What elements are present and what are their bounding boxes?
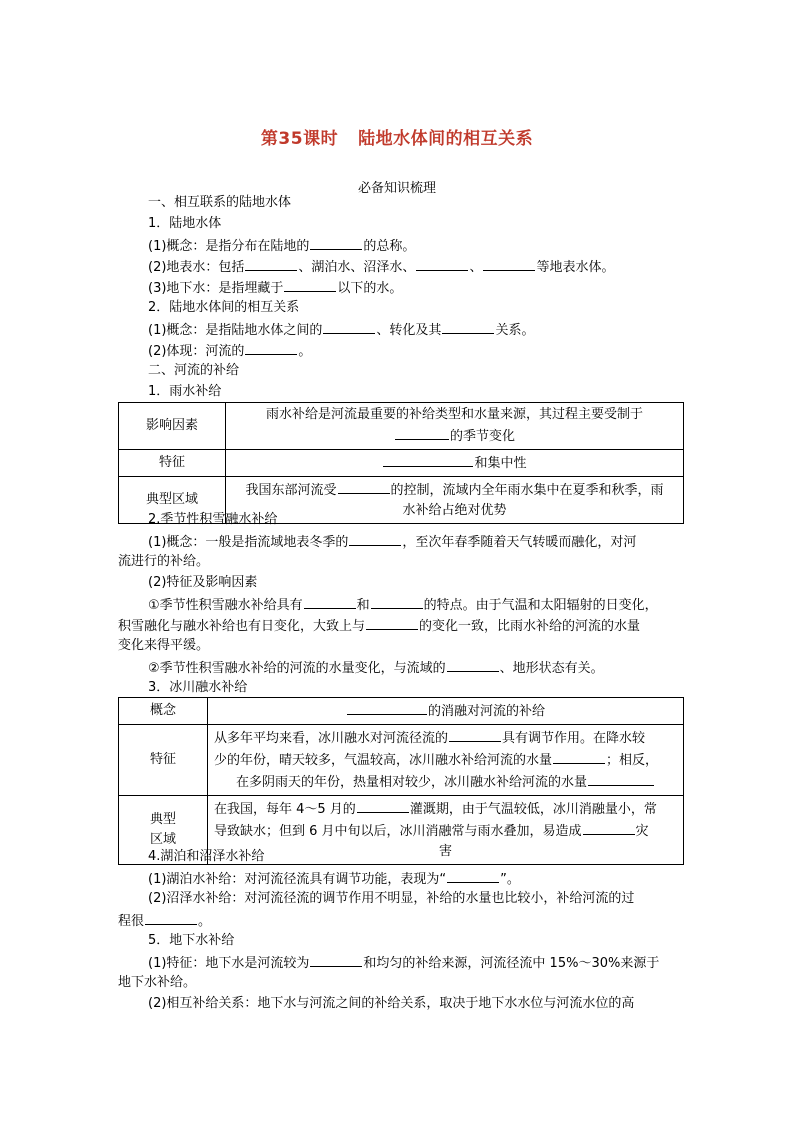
text: 的季节变化 [449,429,515,444]
text: 、转化及其 [376,323,442,338]
line-1-2b [148,340,311,362]
blank [442,319,494,334]
line-2-5a [148,952,659,974]
blank [447,657,499,672]
table-cell [226,450,684,477]
text: 和均匀的补给来源，河流径流中 15%～30%来源于 [363,956,660,971]
table-cell-label: 特征 [119,725,208,796]
title-lesson: 第35课时 [260,129,339,149]
text: 区域 [149,832,176,847]
table-cell [226,477,684,524]
heading-2-5: 5．地下水补给 [148,933,235,948]
line-1-1b [148,256,614,278]
text: (3)地下水：是指埋藏于 [148,281,284,296]
blank [145,910,197,925]
table-row [119,725,684,796]
text: 和集中性 [474,456,527,471]
table-cell [208,796,684,865]
text: 在我国，每年 4～5 月的 [214,802,356,817]
text: (1)概念：是指陆地水体之间的 [148,323,323,338]
heading-2-1: 1．雨水补给 [148,384,222,399]
text: 、湖泊水、沼泽水、 [298,260,416,275]
section-subtitle: 必备知识梳理 [357,181,436,196]
text: 、 [469,260,483,275]
blank [245,340,297,355]
text: 和 [356,598,370,613]
table-cell-label: 概念 [119,698,208,725]
text: 灾 [635,824,649,839]
text: 的变化一致，比雨水补给的河流的水量 [419,619,641,634]
table-cell-label: 特征 [119,450,226,477]
table-row [119,450,684,477]
text: (2)体现：河流的 [148,344,245,359]
table-cell [208,725,684,796]
text: ②季节性积雪融水补给的河流的水量变化，与流域的 [148,661,446,676]
text: 的特点。由于气温和太阳辐射的日变化， [423,598,658,613]
line-2-2c-cont2: 变化来得平缓。 [118,638,210,653]
table-cell-label: 影响因素 [119,403,226,450]
text: 。 [298,344,312,359]
blank [284,277,336,292]
blank [304,594,356,609]
heading-1-1: 1．陆地水体 [148,216,222,231]
blank [347,700,427,715]
text: (1)特征：地下水是河流较为 [148,956,310,971]
heading-2-4: 4.湖泊和沼泽水补给 [148,849,265,864]
blank [245,256,297,271]
text: (1)湖泊水补给：对河流径流具有调节功能，表现为“ [148,872,447,887]
text: 、地形状态有关。 [499,661,604,676]
text: 典型 [149,812,176,827]
line-2-4b: (2)沼泽水补给：对河流径流的调节作用不明显，补给的水量也比较小，补给河流的过 [148,891,635,906]
text: ”。 [500,872,520,887]
text: (2)地表水：包括 [148,260,245,275]
text: (1)概念：一般是指流域地表冬季的 [148,535,349,550]
text: 等地表水体。 [536,260,615,275]
heading-1-2: 2．陆地水体间的相互关系 [148,300,300,315]
text: 关系。 [495,323,535,338]
text: 在多阴雨天的年份，热量相对较少，冰川融水补给河流的水量 [235,775,587,790]
text: 程很 [118,914,145,929]
page-title [0,124,794,149]
text: 的总称。 [363,239,416,254]
blank [395,425,449,440]
line-2-2c-cont1 [118,615,678,637]
text: 从多年平均来看，冰川融水对河流径流的 [214,731,449,746]
line-2-2a-cont: 流进行的补给。 [118,554,210,569]
title-topic: 陆地水体间的相互关系 [358,129,534,149]
line-1-2a [148,319,534,341]
table-row [119,698,684,725]
text: 积雪融化与融水补给也有日变化，大致上与 [118,619,366,634]
text: ；相反， [606,753,659,768]
text: 具有调节作用。在降水较 [502,731,646,746]
table-cell [226,403,684,450]
blank [371,594,423,609]
blank [357,798,409,813]
text: ①季节性积雪融水补给具有 [148,598,303,613]
line-2-4a [148,868,520,890]
table-row [119,403,684,450]
blank [483,256,535,271]
heading-2-3: 3．冰川融水补给 [148,680,248,695]
text: 导致缺水；但到 6 月中旬以后，冰川消融常与雨水叠加，易造成 [214,824,582,839]
text: 的控制，流域内全年雨水集中在夏季和秋季，雨 [390,483,664,498]
blank [323,319,375,334]
text: 害 [438,844,452,859]
text: 的消融对河流的补给 [427,704,545,719]
table-cell [208,698,684,725]
line-2-4b-cont [118,910,678,932]
heading-2: 二、河流的补给 [148,363,240,378]
table-cell-label: 典型区域 [119,477,226,524]
rain-supply-table [118,402,684,524]
text: (1)概念：是指分布在陆地的 [148,239,310,254]
blank [349,531,401,546]
blank [449,727,501,742]
line-2-2c [148,594,658,616]
text: 。 [198,914,212,929]
line-2-2b: (2)特征及影响因素 [148,575,258,590]
glacier-supply-table [118,697,684,865]
text: 水补给占绝对优势 [402,503,507,518]
blank [416,256,468,271]
line-2-2a [148,531,636,553]
line-1-1a [148,235,415,257]
blank [310,952,362,967]
text: 少的年份，晴天较多，气温较高，冰川融水补给河流的水量 [214,753,553,768]
blank [366,615,418,630]
text: 以下的水。 [337,281,403,296]
line-2-5b: (2)相互补给关系：地下水与河流之间的补给关系，取决于地下水水位与河流水位的高 [148,996,635,1011]
blank [583,820,635,835]
heading-1: 一、相互联系的陆地水体 [148,195,292,210]
blank [310,235,362,250]
heading-2-2: 2.季节性积雪融水补给 [148,512,278,527]
line-1-1c [148,277,402,299]
line-2-5a-cont: 地下水补给。 [118,975,197,990]
blank [383,452,473,467]
line-2-2d [148,657,604,679]
text: 灌溉期，由于气温较低，冰川消融量小，常 [409,802,657,817]
blank [338,479,390,494]
text: 雨水补给是河流最重要的补给类型和水量来源，其过程主要受制于 [265,407,643,422]
text: 我国东部河流受 [245,483,337,498]
blank [588,771,654,786]
text: ，至次年春季随着天气转暖而融化，对河 [402,535,637,550]
blank [553,749,605,764]
blank [447,868,499,883]
